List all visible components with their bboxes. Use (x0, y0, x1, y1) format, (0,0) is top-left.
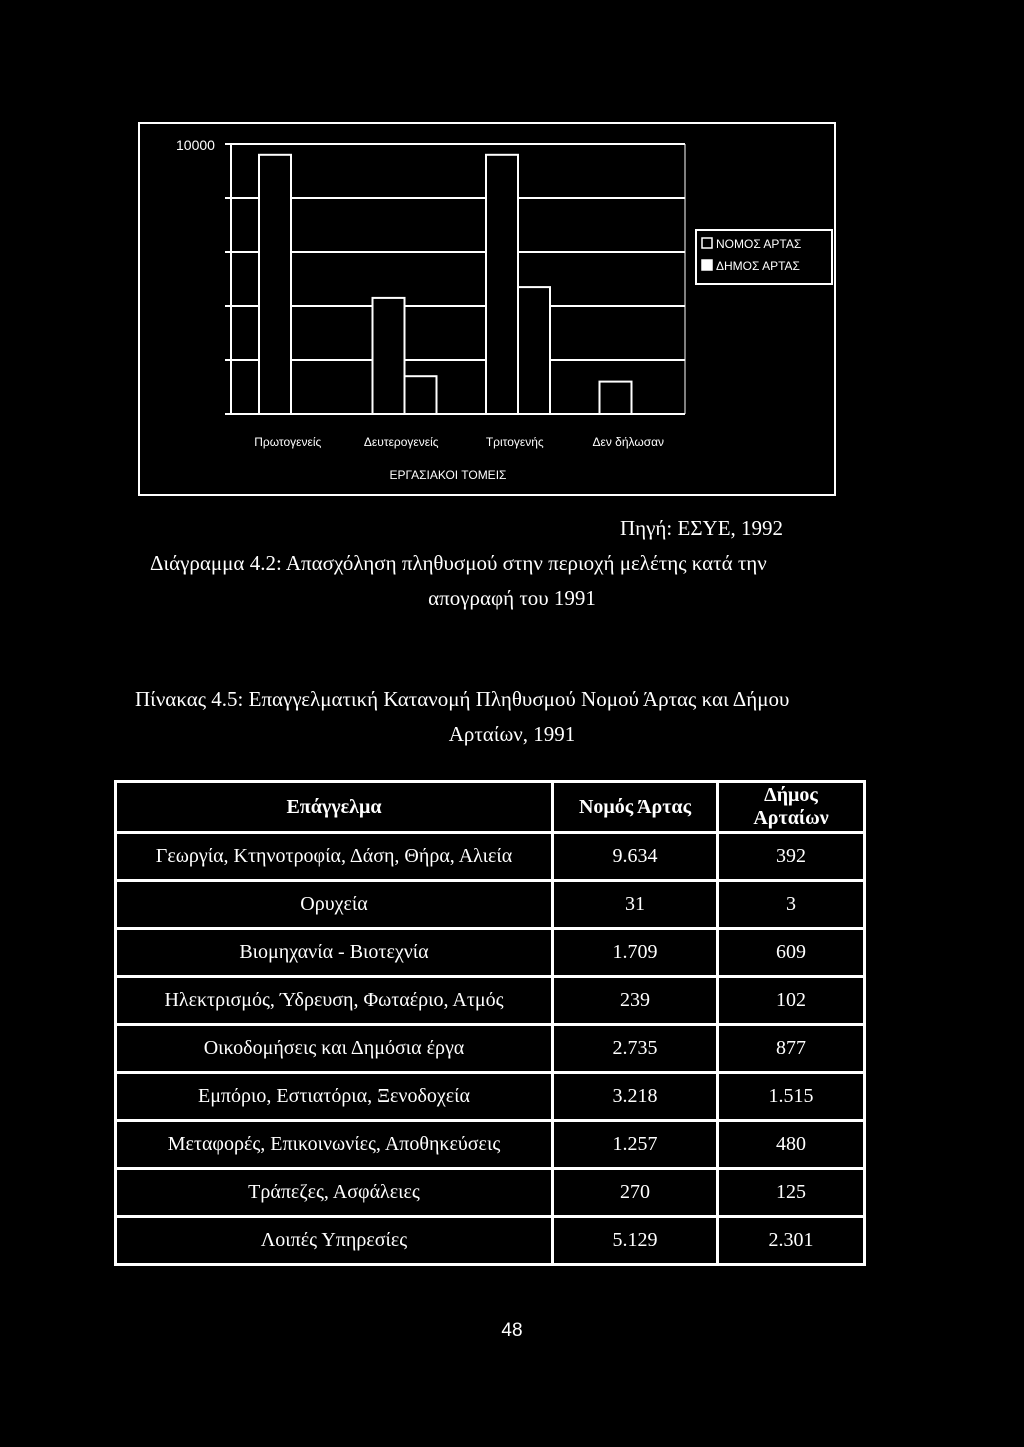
header-occupation: Επάγγελμα (116, 782, 553, 833)
header-prefecture: Νομός Άρτας (553, 782, 718, 833)
cell-municipality-value: 3 (718, 881, 865, 929)
cell-municipality-value: 392 (718, 833, 865, 881)
cell-occupation: Λοιπές Υπηρεσίες (116, 1217, 553, 1265)
cell-municipality-value: 609 (718, 929, 865, 977)
cell-occupation: Ηλεκτρισμός, Ύδρευση, Φωταέριο, Ατμός (116, 977, 553, 1025)
cell-prefecture-value: 2.735 (553, 1025, 718, 1073)
page-number: 48 (501, 1320, 523, 1341)
cell-municipality-value: 1.515 (718, 1073, 865, 1121)
table-header-row (116, 782, 865, 833)
table-row (116, 881, 865, 929)
cell-prefecture-value: 31 (553, 881, 718, 929)
table-row (116, 1073, 865, 1121)
bar-chart (140, 124, 838, 498)
bar-nomos (600, 382, 632, 414)
source-note: Πηγή: ΕΣΥΕ, 1992 (620, 516, 784, 540)
figure-caption-line2: απογραφή του 1991 (428, 586, 596, 610)
bar-nomos (259, 155, 291, 414)
chart-frame (138, 122, 836, 496)
cell-municipality-value: 480 (718, 1121, 865, 1169)
cell-occupation: Τράπεζες, Ασφάλειες (116, 1169, 553, 1217)
table-title-line2: Αρταίων, 1991 (448, 722, 576, 746)
y-tick-label: 10000 (176, 137, 215, 153)
legend-swatch-dimos (702, 260, 712, 270)
x-tick-label: Δευτερογενείς (363, 435, 439, 449)
table-row (116, 1025, 865, 1073)
cell-prefecture-value: 270 (553, 1169, 718, 1217)
cell-prefecture-value: 1.709 (553, 929, 718, 977)
table-row (116, 1217, 865, 1265)
bar-nomos (486, 155, 518, 414)
cell-municipality-value: 2.301 (718, 1217, 865, 1265)
bar-nomos (373, 298, 405, 414)
x-tick-label: Πρωτογενείς (254, 435, 322, 449)
table-row (116, 977, 865, 1025)
cell-municipality-value: 877 (718, 1025, 865, 1073)
cell-prefecture-value: 239 (553, 977, 718, 1025)
x-axis-title: ΕΡΓΑΣΙΑΚΟΙ ΤΟΜΕΙΣ (389, 468, 507, 482)
legend-label: ΝΟΜΟΣ ΑΡΤΑΣ (716, 237, 802, 251)
bar-dimos (518, 287, 550, 414)
cell-municipality-value: 102 (718, 977, 865, 1025)
table-row (116, 1169, 865, 1217)
table-row (116, 833, 865, 881)
cell-prefecture-value: 1.257 (553, 1121, 718, 1169)
cell-prefecture-value: 3.218 (553, 1073, 718, 1121)
cell-occupation: Βιομηχανία - Βιοτεχνία (116, 929, 553, 977)
bar-dimos (405, 376, 437, 414)
legend-swatch-nomos (702, 238, 712, 248)
cell-occupation: Εμπόριο, Εστιατόρια, Ξενοδοχεία (116, 1073, 553, 1121)
cell-occupation: Γεωργία, Κτηνοτροφία, Δάση, Θήρα, Αλιεία (116, 833, 553, 881)
table-title-line1: Πίνακας 4.5: Επαγγελματική Κατανομή Πληθυσμού Νομού Άρτας και Δήμου (135, 687, 790, 711)
cell-occupation: Ορυχεία (116, 881, 553, 929)
cell-occupation: Μεταφορές, Επικοινωνίες, Αποθηκεύσεις (116, 1121, 553, 1169)
x-tick-label: Δεν δήλωσαν (592, 435, 665, 449)
table-row (116, 929, 865, 977)
figure-caption-line1: Διάγραμμα 4.2: Απασχόληση πληθυσμού στην περιοχή μελέτης κατά την (150, 551, 767, 575)
cell-occupation: Οικοδομήσεις και Δημόσια έργα (116, 1025, 553, 1073)
header-municipality: Δήμος Αρταίων (718, 782, 865, 833)
cell-prefecture-value: 5.129 (553, 1217, 718, 1265)
legend-label: ΔΗΜΟΣ ΑΡΤΑΣ (716, 259, 800, 273)
occupation-table (114, 780, 866, 1266)
cell-prefecture-value: 9.634 (553, 833, 718, 881)
table-row (116, 1121, 865, 1169)
x-tick-label: Τριτογενής (485, 435, 544, 449)
cell-municipality-value: 125 (718, 1169, 865, 1217)
